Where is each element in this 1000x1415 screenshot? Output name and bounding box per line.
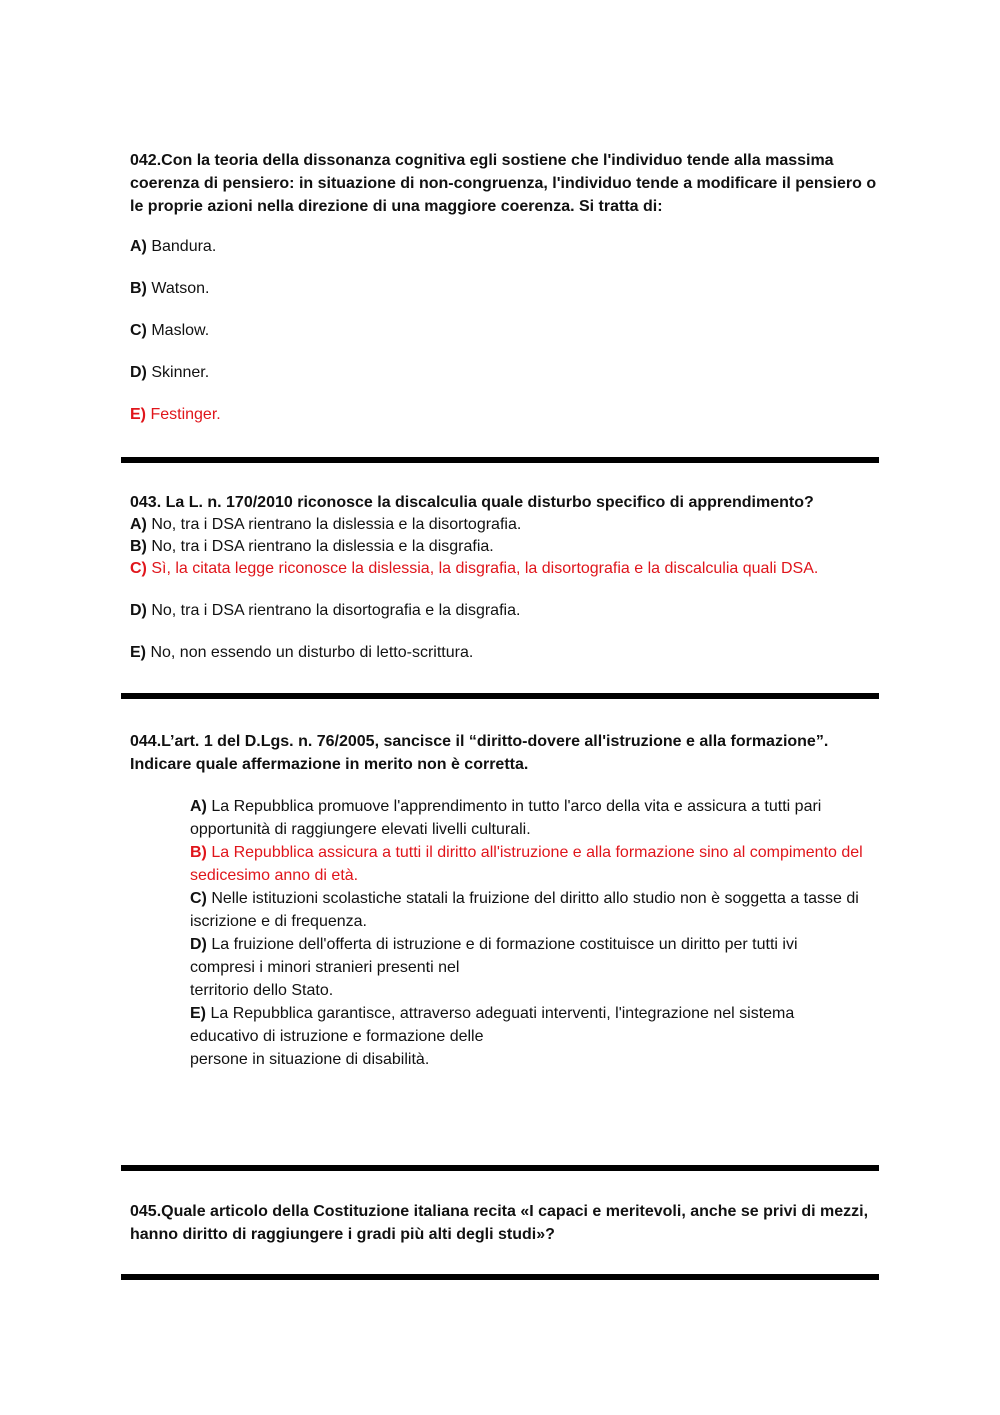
question-042 xyxy=(130,149,880,218)
option-a: A) Bandura. xyxy=(130,238,217,255)
question-044-title-line2: Indicare quale affermazione in merito non è corretta. xyxy=(130,756,529,773)
option-d: D) Skinner. xyxy=(130,364,210,381)
divider xyxy=(121,693,879,699)
question-042-title: 042.Con la teoria della dissonanza cognitiva egli sostiene che l'individuo tende alla massima coerenza di pensiero: in situazione di non-congruenza, l'individuo tende a modificare il pensiero o le proprie azioni nella direzione di una maggiore coerenza. Si tratta di: xyxy=(130,152,877,215)
option-e-correct: E) Festinger. xyxy=(130,406,221,423)
divider xyxy=(121,1165,879,1171)
option-e-continuation: persone in situazione di disabilità. xyxy=(190,1051,430,1068)
option-d-continuation: territorio dello Stato. xyxy=(190,982,334,999)
question-045 xyxy=(130,1200,880,1246)
option-e: E) La Repubblica garantisce, attraverso adeguati interventi, l'integrazione nel sistema educativo di istruzione e formazione delle xyxy=(190,1005,795,1045)
option-e: E) No, non essendo un disturbo di letto-scrittura. xyxy=(130,644,474,661)
option-b-correct: B) La Repubblica assicura a tutti il diritto all'istruzione e alla formazione sino al compimento del sedicesimo anno di età. xyxy=(190,844,863,884)
divider xyxy=(121,457,879,463)
question-044-options xyxy=(190,795,870,1071)
question-045-title: 045.Quale articolo della Costituzione italiana recita «I capaci e meritevoli, anche se privi di mezzi, hanno diritto di raggiungere i gradi più alti degli studi»? xyxy=(130,1203,869,1243)
divider xyxy=(121,1274,879,1280)
question-043-title: 043. La L. n. 170/2010 riconosce la discalculia quale disturbo specifico di apprendimento? xyxy=(130,494,814,511)
option-d: D) No, tra i DSA rientrano la disortografia e la disgrafia. xyxy=(130,602,521,619)
option-b: B) Watson. xyxy=(130,280,210,297)
question-044-title-line1: 044.L’art. 1 del D.Lgs. n. 76/2005, sancisce il “diritto-dovere all'istruzione e alla formazione”. xyxy=(130,733,829,750)
option-c: C) Maslow. xyxy=(130,322,210,339)
question-042-options xyxy=(130,236,880,426)
option-c-correct: C) Sì, la citata legge riconosce la dislessia, la disgrafia, la disortografia e la discalculia quali DSA. xyxy=(130,560,819,577)
option-d: D) La fruizione dell'offerta di istruzione e di formazione costituisce un diritto per tutti ivi compresi i minori stranieri presenti nel xyxy=(190,936,798,976)
question-044 xyxy=(130,730,880,776)
option-b: B) No, tra i DSA rientrano la dislessia e la disgrafia. xyxy=(130,538,494,555)
option-c: C) Nelle istituzioni scolastiche statali la fruizione del diritto allo studio non è soggetta a tasse di iscrizione e di frequenza. xyxy=(190,890,859,930)
option-a: A) La Repubblica promuove l'apprendimento in tutto l'arco della vita e assicura a tutti pari opportunità di raggiungere elevati livelli culturali. xyxy=(190,798,822,838)
question-043 xyxy=(130,492,880,664)
option-a: A) No, tra i DSA rientrano la dislessia e la disortografia. xyxy=(130,516,522,533)
